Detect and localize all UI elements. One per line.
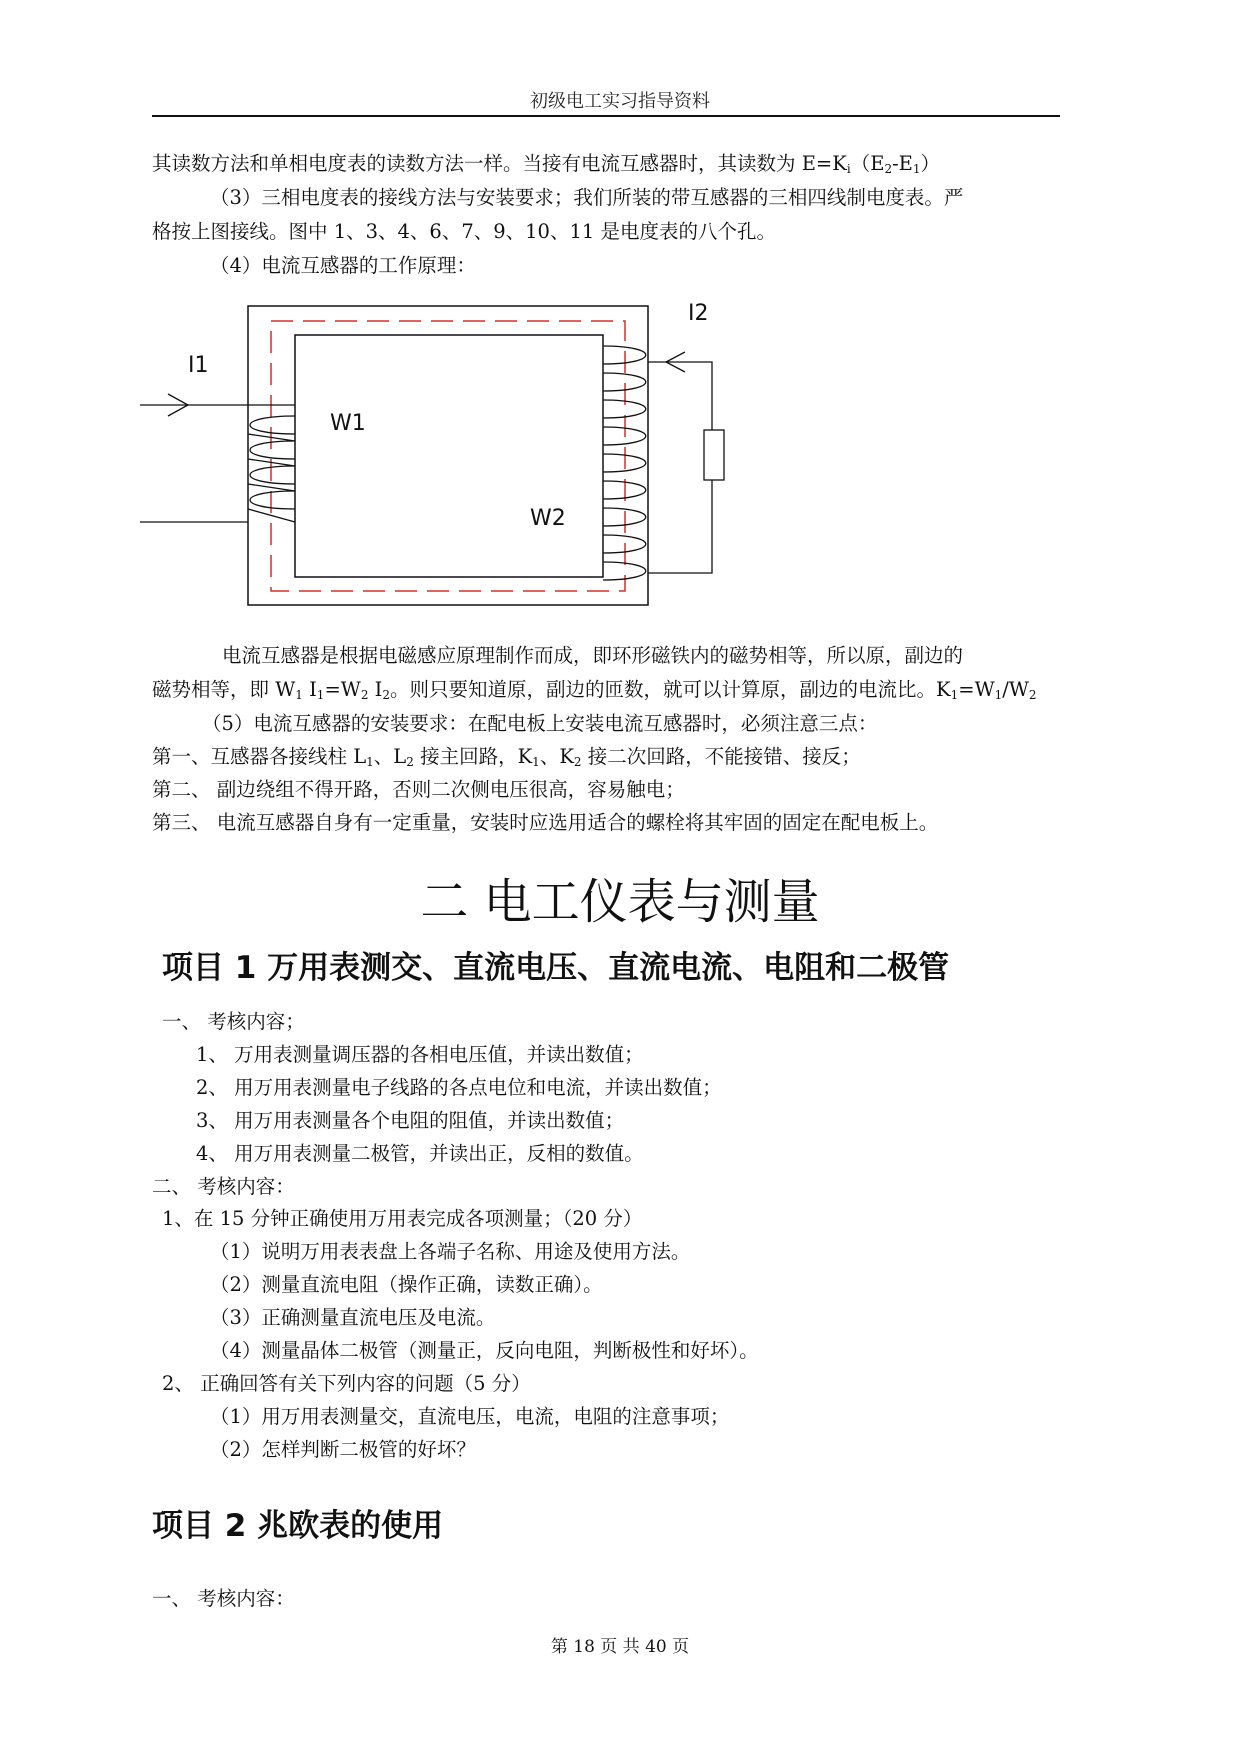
label-i2: I2 xyxy=(688,301,709,326)
wiring-requirement-line: （3）三相电度表的接线方法与安装要求；我们所装的带互感器的三相四线制电度表。严 xyxy=(210,186,964,209)
project-1-title: 项目 1 万用表测交、直流电压、直流电流、电阻和二极管 xyxy=(162,950,950,986)
project-1-line-1: 一、 考核内容； xyxy=(162,1010,305,1033)
project-1-line-6: 二、 考核内容： xyxy=(152,1175,295,1198)
label-w1: W1 xyxy=(330,411,366,436)
label-w2: W2 xyxy=(530,506,566,531)
project-1-line-7: 1、在 15 分钟正确使用万用表完成各项测量；（20 分） xyxy=(162,1207,643,1230)
principle-line-1: 电流互感器是根据电磁感应原理制作而成，即环形磁铁内的磁势相等，所以原，副边的 xyxy=(222,644,964,667)
project-1-line-11: （4）测量晶体二极管（测量正，反向电阻，判断极性和好坏）。 xyxy=(210,1339,759,1362)
page-header: 初级电工实习指导资料 xyxy=(530,91,710,112)
project-1-line-9: （2）测量直流电阻（操作正确，读数正确）。 xyxy=(210,1273,603,1296)
project-2-line-1: 一、 考核内容： xyxy=(152,1587,295,1610)
ct-principle-heading: （4）电流互感器的工作原理： xyxy=(210,254,476,277)
project-1-line-3: 2、 用万用表测量电子线路的各点电位和电流，并读出数值； xyxy=(196,1076,722,1099)
project-1-line-13: （1）用万用表测量交，直流电压，电流，电阻的注意事项； xyxy=(210,1405,730,1428)
core-outer-rect xyxy=(248,306,648,605)
page-footer: 第 18 页 共 40 页 xyxy=(550,1637,690,1657)
principle-line-2: 磁势相等，即 $W_1$ $I_1=W_2$ $I_2$。则只要知道原，副边的匝数，就可以计算原，副边的电流比。$K_1=W_1/W_2$ xyxy=(152,678,1037,702)
secondary-wire-top xyxy=(648,362,712,430)
label-i1: I1 xyxy=(188,353,209,378)
secondary-wire-bottom xyxy=(648,480,712,573)
install-item-1: 第一、互感器各接线柱 $L_1$、$L_2$ 接主回路，$K_1$、$K_2$ 接二次回路，不能接错、接反； xyxy=(152,745,861,769)
project-1-line-10: （3）正确测量直流电压及电流。 xyxy=(210,1306,496,1329)
current-transformer-diagram xyxy=(140,290,740,620)
wiring-requirement-line-2: 格按上图接线。图中 1、3、4、6、7、9、10、11 是电度表的八个孔。 xyxy=(152,220,776,243)
core-inner-rect xyxy=(295,335,603,577)
project-2-title: 项目 2 兆欧表的使用 xyxy=(152,1508,444,1544)
project-1-line-4: 3、 用万用表测量各个电阻的阻值，并读出数值； xyxy=(196,1109,625,1132)
project-1-line-14: （2）怎样判断二极管的好坏？ xyxy=(210,1438,476,1461)
install-item-2: 第二、 副边绕组不得开路，否则二次侧电压很高，容易触电； xyxy=(152,778,685,801)
project-1-line-8: （1）说明万用表表盘上各端子名称、用途及使用方法。 xyxy=(210,1240,691,1263)
project-1-line-5: 4、 用万用表测量二极管，并读出正，反相的数值。 xyxy=(196,1142,644,1165)
reading-method-line: 其读数方法和单相电度表的读数方法一样。当接有电流互感器时，其读数为 $E=K_i(E_2-E_1)$ xyxy=(152,152,941,176)
header-rule xyxy=(152,115,1060,117)
install-title: （5）电流互感器的安装要求：在配电板上安装电流互感器时，必须注意三点： xyxy=(202,712,878,735)
project-1-line-2: 1、 万用表测量调压器的各相电压值，并读出数值； xyxy=(196,1043,644,1066)
section-title: 二 电工仪表与测量 xyxy=(420,874,820,930)
load-resistor xyxy=(704,430,724,480)
install-item-3: 第三、 电流互感器自身有一定重量，安装时应选用适合的螺栓将其牢固的固定在配电板上。 xyxy=(152,811,939,834)
project-1-line-12: 2、 正确回答有关下列内容的问题（5 分） xyxy=(162,1372,531,1395)
flux-path xyxy=(271,321,625,591)
